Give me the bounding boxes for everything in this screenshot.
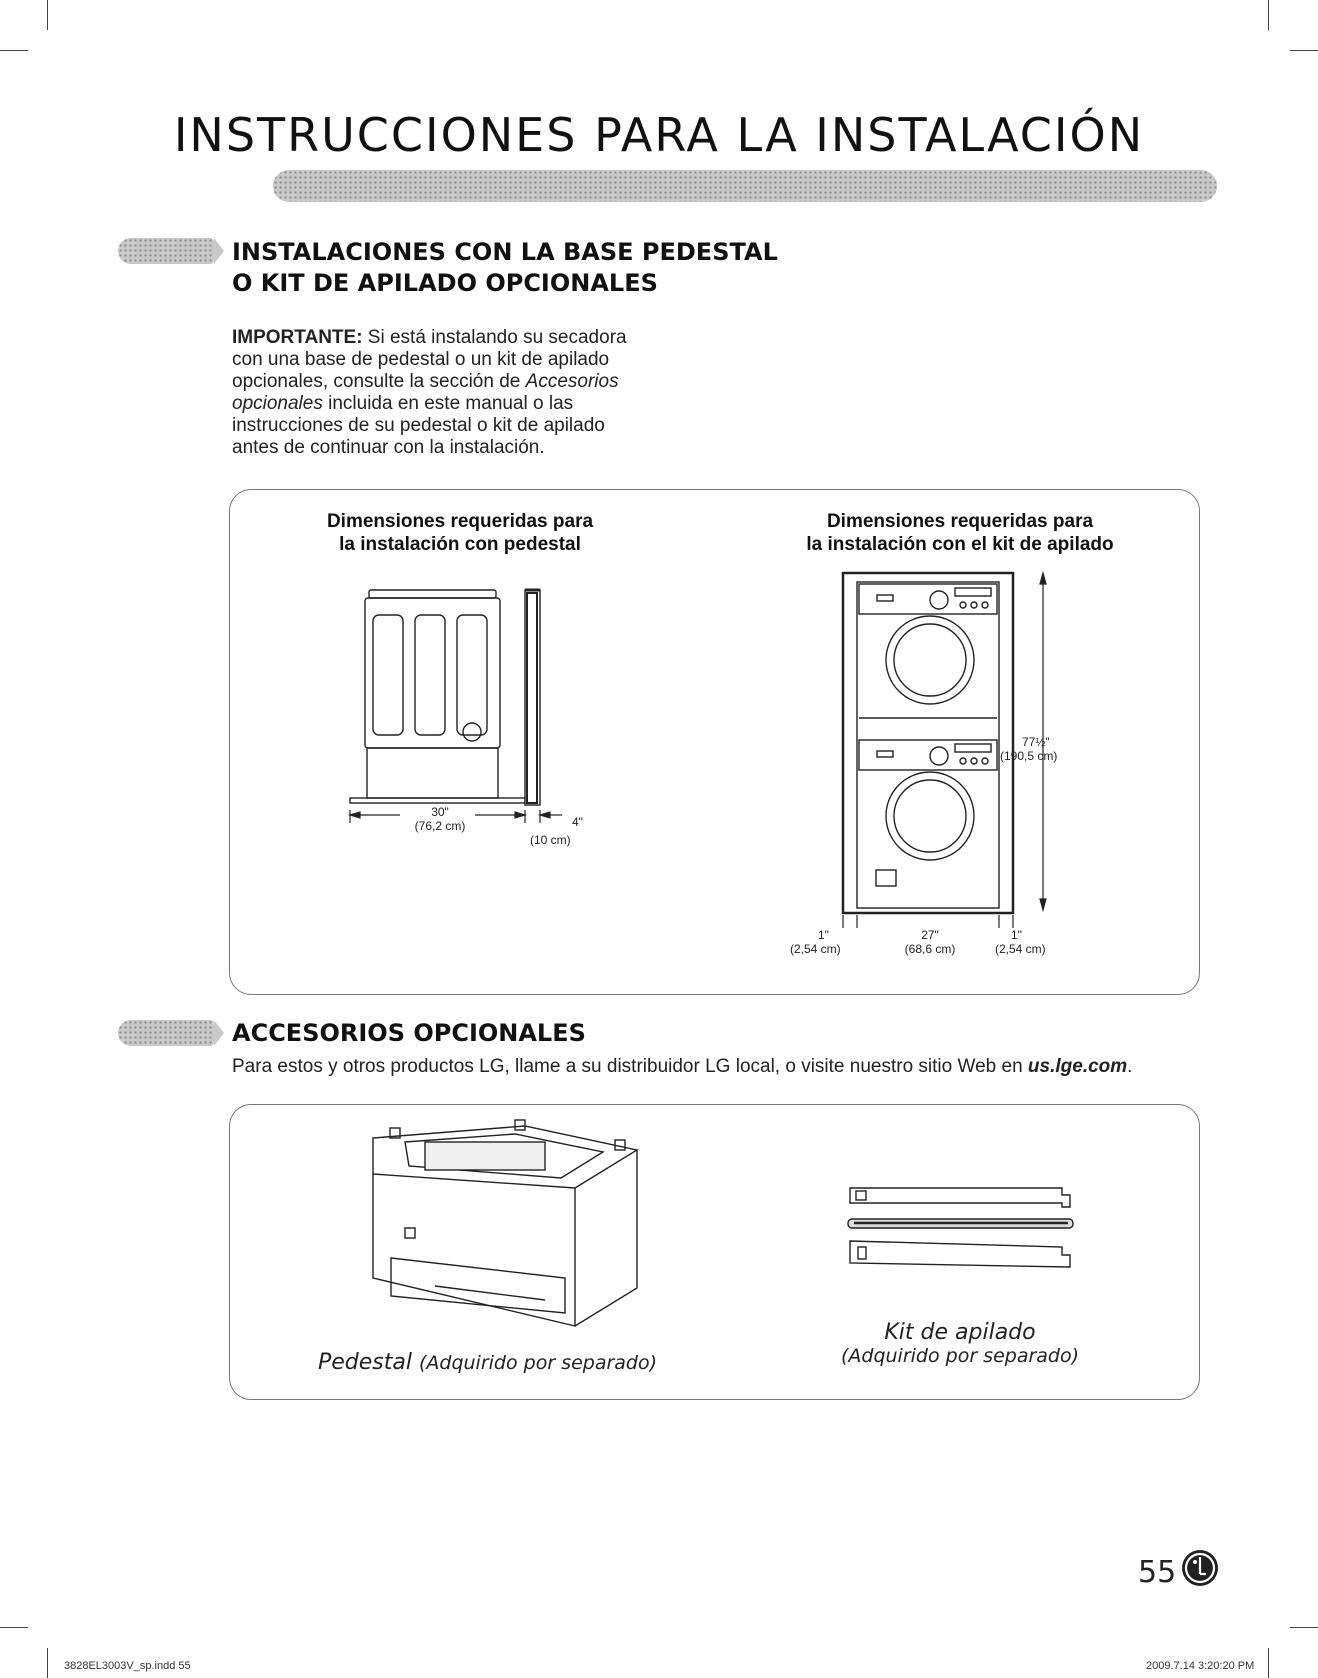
crop-mark bbox=[47, 1648, 48, 1678]
important-text: Si está instalando su secadora con una base de pedestal o un kit de apilado opcionales, consulte la sección de bbox=[232, 327, 627, 392]
crop-mark bbox=[1268, 1648, 1269, 1678]
dimension-inches: 77½" bbox=[1022, 735, 1050, 749]
dimension-cm: (10 cm) bbox=[530, 833, 571, 847]
accessories-reference: Accesorios opcionales bbox=[232, 371, 619, 414]
kit-note: (Adquirido por separado) bbox=[840, 1345, 1080, 1367]
pedestal-name: Pedestal bbox=[318, 1350, 412, 1375]
kit-name: Kit de apilado bbox=[884, 1320, 1036, 1345]
important-label: IMPORTANTE: bbox=[232, 327, 363, 348]
title-line: la instalación con pedestal bbox=[339, 534, 581, 555]
section-heading-accessories: ACCESORIOS OPCIONALES bbox=[232, 1019, 586, 1047]
section-marker bbox=[118, 1020, 214, 1046]
heading-line-1: INSTALACIONES CON LA BASE PEDESTAL bbox=[232, 238, 778, 266]
lg-logo-icon bbox=[1180, 1548, 1220, 1588]
pedestal-drawing bbox=[365, 1118, 645, 1333]
stacking-dimensions-title bbox=[770, 510, 1150, 556]
footer-datetime: 2009.7.14 3:20:20 PM bbox=[1146, 1660, 1255, 1672]
page-number: 55 bbox=[1138, 1555, 1177, 1590]
stack-right-clearance-label bbox=[995, 928, 1065, 956]
website-link[interactable]: us.lge.com bbox=[1027, 1056, 1128, 1077]
crop-mark bbox=[47, 0, 48, 30]
stacking-kit-drawing bbox=[840, 1183, 1080, 1273]
stack-width-label bbox=[890, 928, 970, 956]
accessories-text-end: . bbox=[1127, 1056, 1133, 1077]
title-line: Dimensiones requeridas para bbox=[326, 511, 594, 532]
dimension-cm: (190,5 cm) bbox=[1000, 749, 1058, 763]
title-line: la instalación con el kit de apilado bbox=[806, 534, 1114, 555]
dimension-inches: 4" bbox=[572, 815, 583, 829]
title-underline-bar bbox=[273, 170, 1217, 202]
accessories-text: Para estos y otros productos LG, llame a su distribuidor LG local, o visite nuestro sitio Web en bbox=[232, 1056, 1028, 1077]
stack-height-label bbox=[1000, 735, 1090, 763]
pedestal-note: (Adquirido por separado) bbox=[418, 1352, 658, 1374]
kit-caption bbox=[810, 1320, 1110, 1367]
crop-mark bbox=[0, 1627, 28, 1628]
section-heading-pedestal bbox=[232, 237, 932, 299]
dimension-inches: 30" bbox=[431, 805, 449, 819]
dimension-cm: (68,6 cm) bbox=[904, 942, 956, 956]
important-paragraph bbox=[232, 327, 652, 459]
pedestal-dimensions-title bbox=[280, 510, 640, 556]
title-line: Dimensiones requeridas para bbox=[826, 511, 1094, 532]
dimension-inches: 1" bbox=[1011, 928, 1022, 942]
footer-file: 3828EL3003V_sp.indd 55 bbox=[64, 1660, 191, 1672]
dimension-cm: (76,2 cm) bbox=[414, 819, 466, 833]
section-marker bbox=[118, 238, 214, 264]
stack-left-clearance-label bbox=[790, 928, 860, 956]
pedestal-width-label bbox=[395, 805, 485, 833]
important-text-end: incluida en este manual o las instrucciones de su pedestal o kit de apilado antes de continuar con la instalación. bbox=[232, 393, 605, 458]
heading-line-2: O KIT DE APILADO OPCIONALES bbox=[232, 269, 658, 297]
pedestal-gap-label bbox=[530, 815, 590, 847]
crop-mark bbox=[1290, 50, 1318, 51]
dimension-inches: 1" bbox=[818, 928, 829, 942]
page-title: INSTRUCCIONES PARA LA INSTALACIÓN bbox=[173, 108, 1145, 162]
crop-mark bbox=[1268, 0, 1269, 30]
crop-mark bbox=[0, 50, 28, 51]
dimension-cm: (2,54 cm) bbox=[790, 942, 841, 956]
crop-mark bbox=[1290, 1627, 1318, 1628]
accessories-paragraph bbox=[232, 1056, 1232, 1078]
dimension-inches: 27" bbox=[921, 928, 939, 942]
pedestal-caption bbox=[318, 1350, 718, 1375]
dimension-cm: (2,54 cm) bbox=[995, 942, 1046, 956]
